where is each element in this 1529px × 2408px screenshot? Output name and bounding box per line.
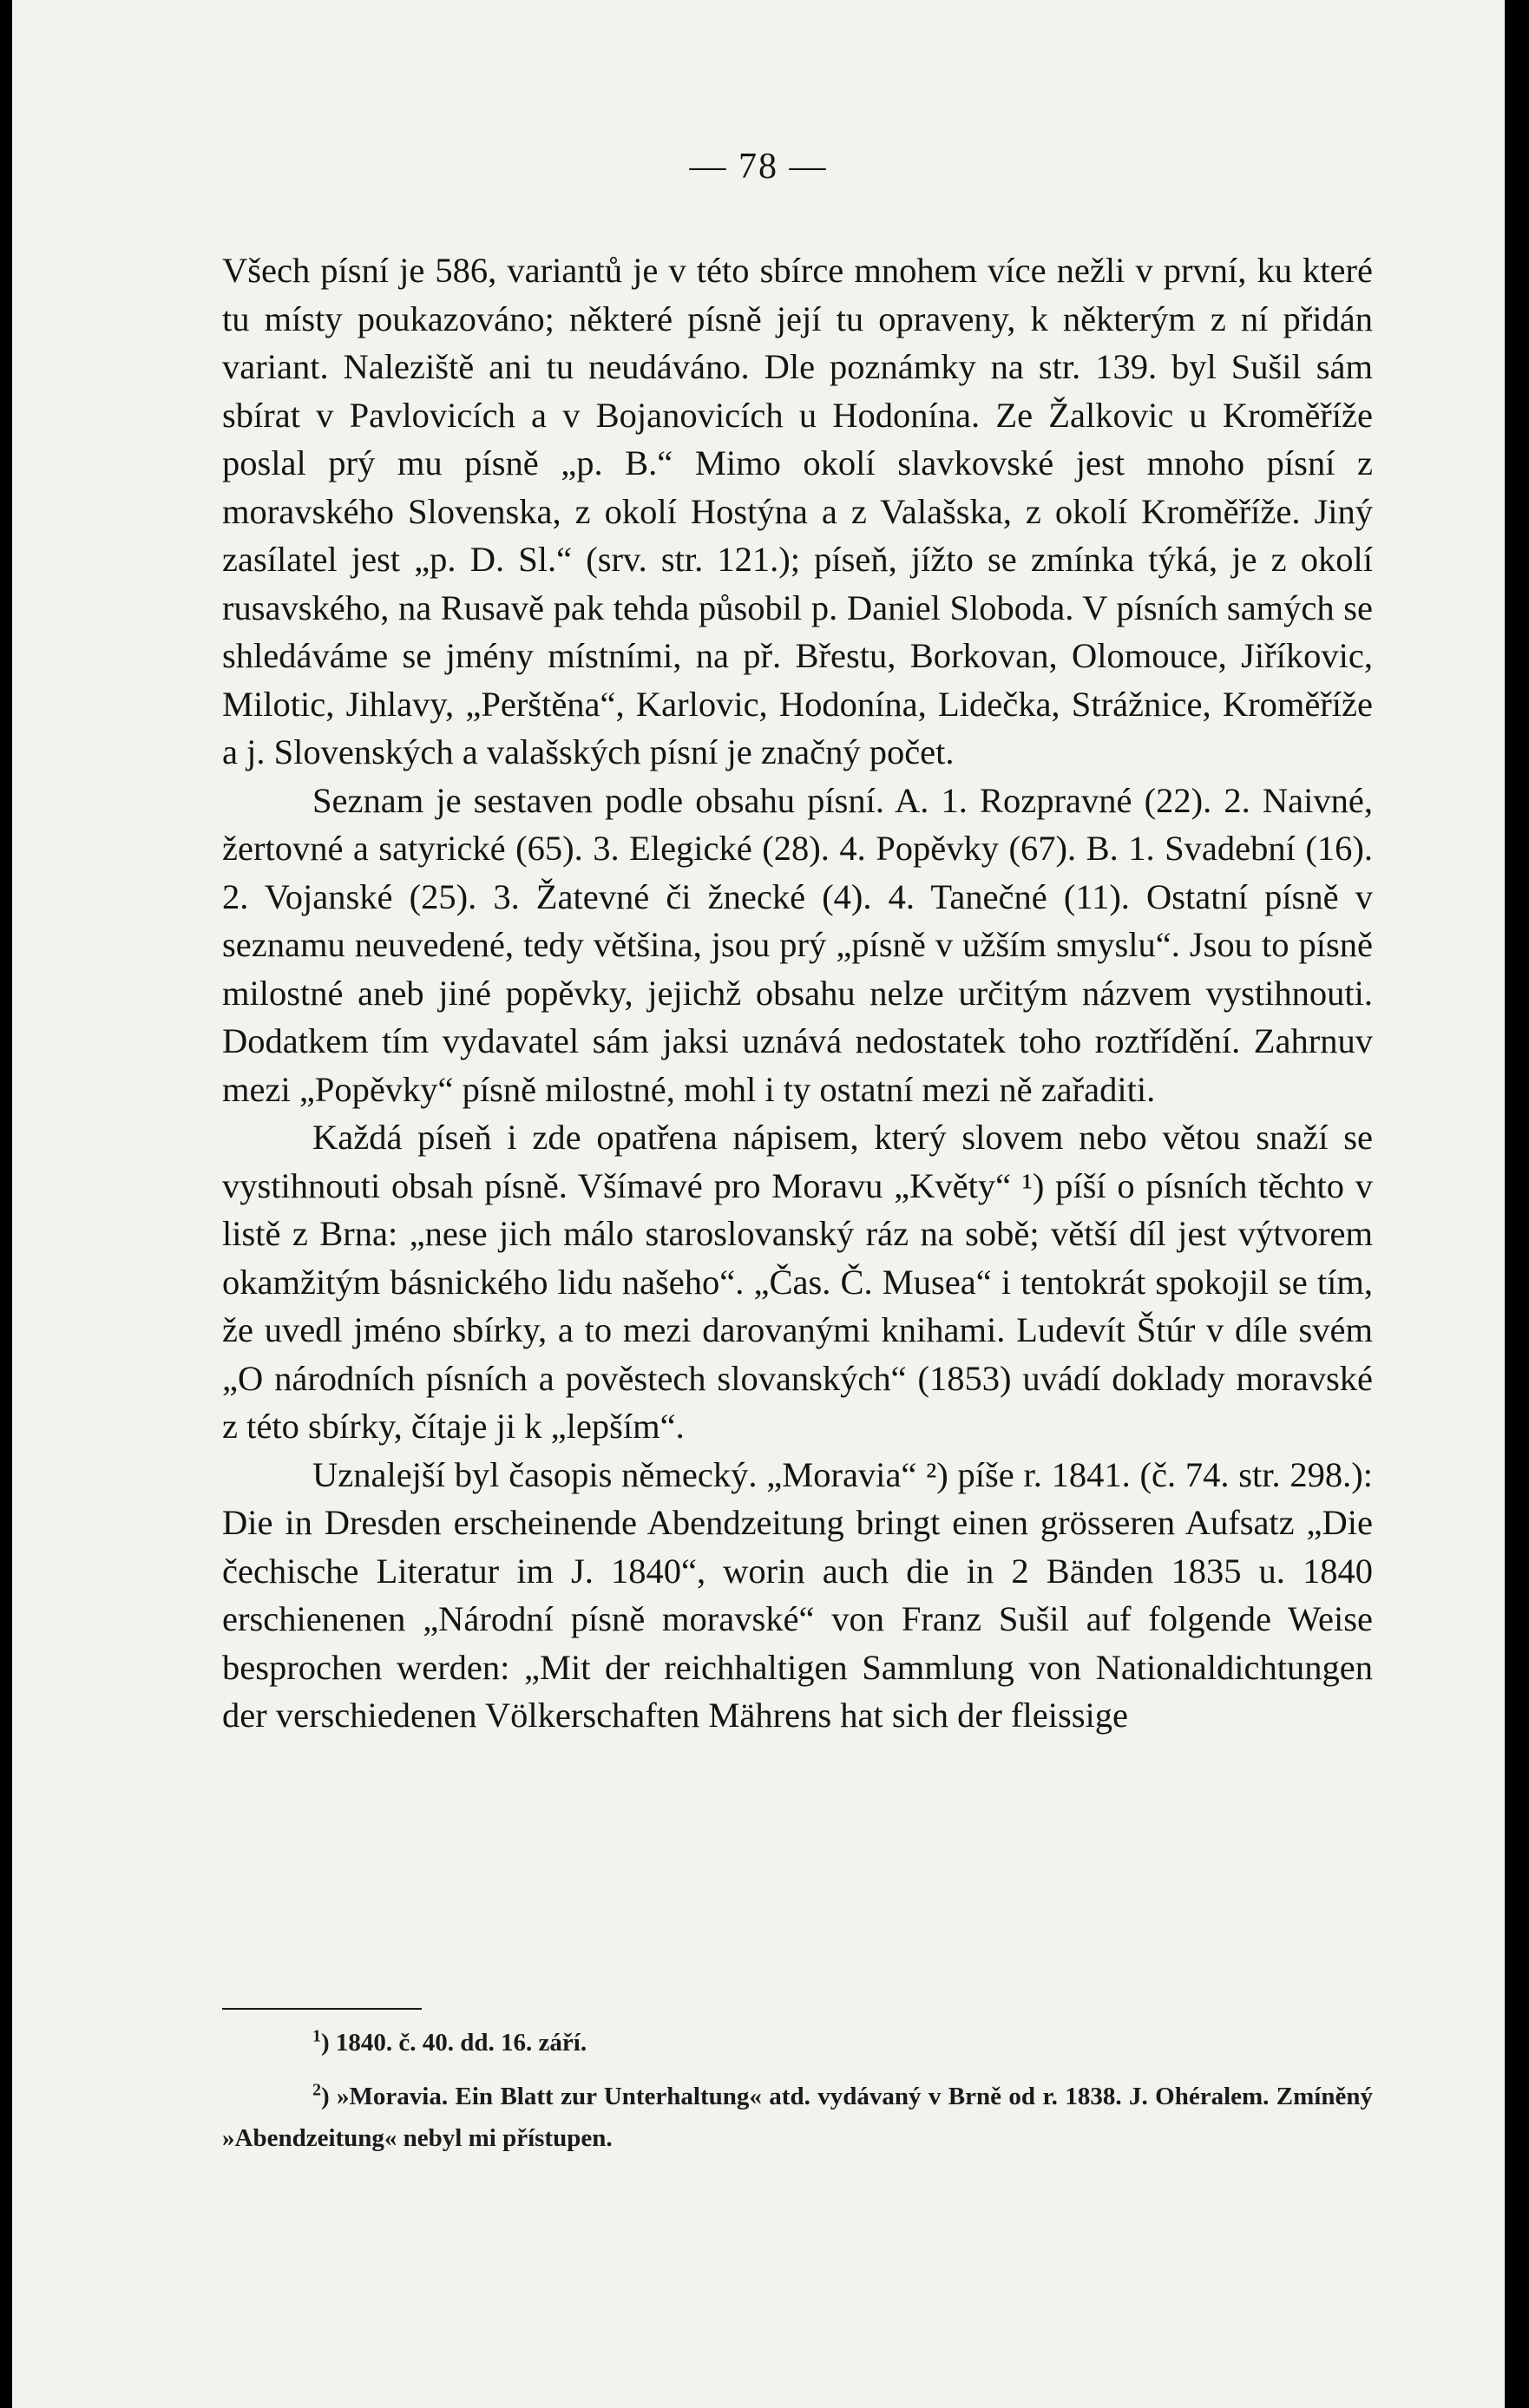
body-text — [222, 246, 1373, 1740]
paragraph-songs-count: Všech písní je 586, variantů je v této sbírce mnohem více nežli v první, ku které tu místy poukazováno; některé písně její tu opraveny, k některým z ní přidán variant. Naleziště ani tu neudáváno. Dle poznámky na str. 139. byl Sušil sám sbírat v Pavlovicích a v Bojanovicích u Hodonína. Ze Žalkovic u Kroměříže poslal prý mu písně „p. B.“ Mimo okolí slavkovské jest mnoho písní z moravského Slovenska, z okolí Hostýna a z Valašska, z okolí Kroměříže. Jiný zasílatel jest „p. D. Sl.“ (srv. str. 121.); píseň, jížto se zmínka týká, je z okolí rusavského, na Rusavě pak tehda působil p. Daniel Sloboda. V písních samých se shledáváme se jmény místními, na př. Břestu, Borkovan, Olomouce, Jiříkovic, Milotic, Jihlavy, „Perštěna“, Karlovic, Hodonína, Lidečka, Strážnice, Kroměříže a j. Slovenských a valašských písní je značný počet. — [222, 251, 1373, 771]
book-page — [12, 0, 1505, 2408]
footnotes — [222, 2022, 1373, 2171]
page-number: — 78 — — [689, 147, 828, 187]
paragraph-song-index: Seznam je sestaven podle obsahu písní. A. 1. Rozpravné (22). 2. Naivné, žertovné a satyrické (65). 3. Elegické (28). 4. Popěvky (67). B. 1. Svadební (16). 2. Vojanské (25). 3. Žatevné či žnecké (4). 4. Tanečné (11). Ostatní písně v seznamu neuvedené, tedy většina, jsou prý „písně v užším smyslu“. Jsou to písně milostné aneb jiné popěvky, jejichž obsahu nelze určitým názvem vystihnouti. Dodatkem tím vydavatel sám jaksi uznává nedostatek toho roztřídění. Zahrnuv mezi „Popěvky“ písně milostné, mohl i ty ostatní mezi ně zařaditi. — [222, 780, 1373, 1109]
footnote-1-text: ) 1840. č. 40. dd. 16. září. — [321, 2029, 587, 2057]
footnote-separator — [222, 2008, 422, 2010]
footnote-2-mark: 2 — [312, 2080, 321, 2100]
footnote-2 — [222, 2076, 1373, 2159]
paragraph-song-titles: Každá píseň i zde opatřena nápisem, který slovem nebo větou snaží se vystihnouti obsah písně. Všímavé pro Moravu „Květy“ ¹) píší o písních těchto v listě z Brna: „nese jich málo staroslovanský ráz na sobě; větší díl jest výtvorem okamžitým básnického lidu našeho“. „Čas. Č. Musea“ i tentokrát spokojil se tím, že uvedl jméno sbírky, a to mezi darovanými knihami. Ludevít Štúr v díle svém „O národních písních a pověstech slovanských“ (1853) uvádí doklady moravské z této sbírky, čítaje ji k „lepším“. — [222, 1118, 1373, 1446]
footnote-1-mark: 1 — [312, 2026, 321, 2046]
footnote-1 — [222, 2022, 1373, 2064]
paragraph-german-review: Uznalejší byl časopis německý. „Moravia“ ²) píše r. 1841. (č. 74. str. 298.): Die in Dresden erscheinende Abendzeitung bringt einen grösseren Aufsatz „Die čechische Literatur im J. 1840“, worin auch die in 2 Bänden 1835 u. 1840 erschienenen „Národní písně moravské“ von Franz Sušil auf folgende Weise besprochen werden: „Mit der reichhaltigen Sammlung von Nationaldichtungen der verschiedenen Völkerschaften Mährens hat sich der fleissige — [222, 1454, 1373, 1735]
footnote-2-text: ) »Moravia. Ein Blatt zur Unterhaltung« atd. vydávaný v Brně od r. 1838. J. Ohéralem. Zmíněný »Abendzeitung« nebyl mi přístupen. — [222, 2083, 1373, 2152]
